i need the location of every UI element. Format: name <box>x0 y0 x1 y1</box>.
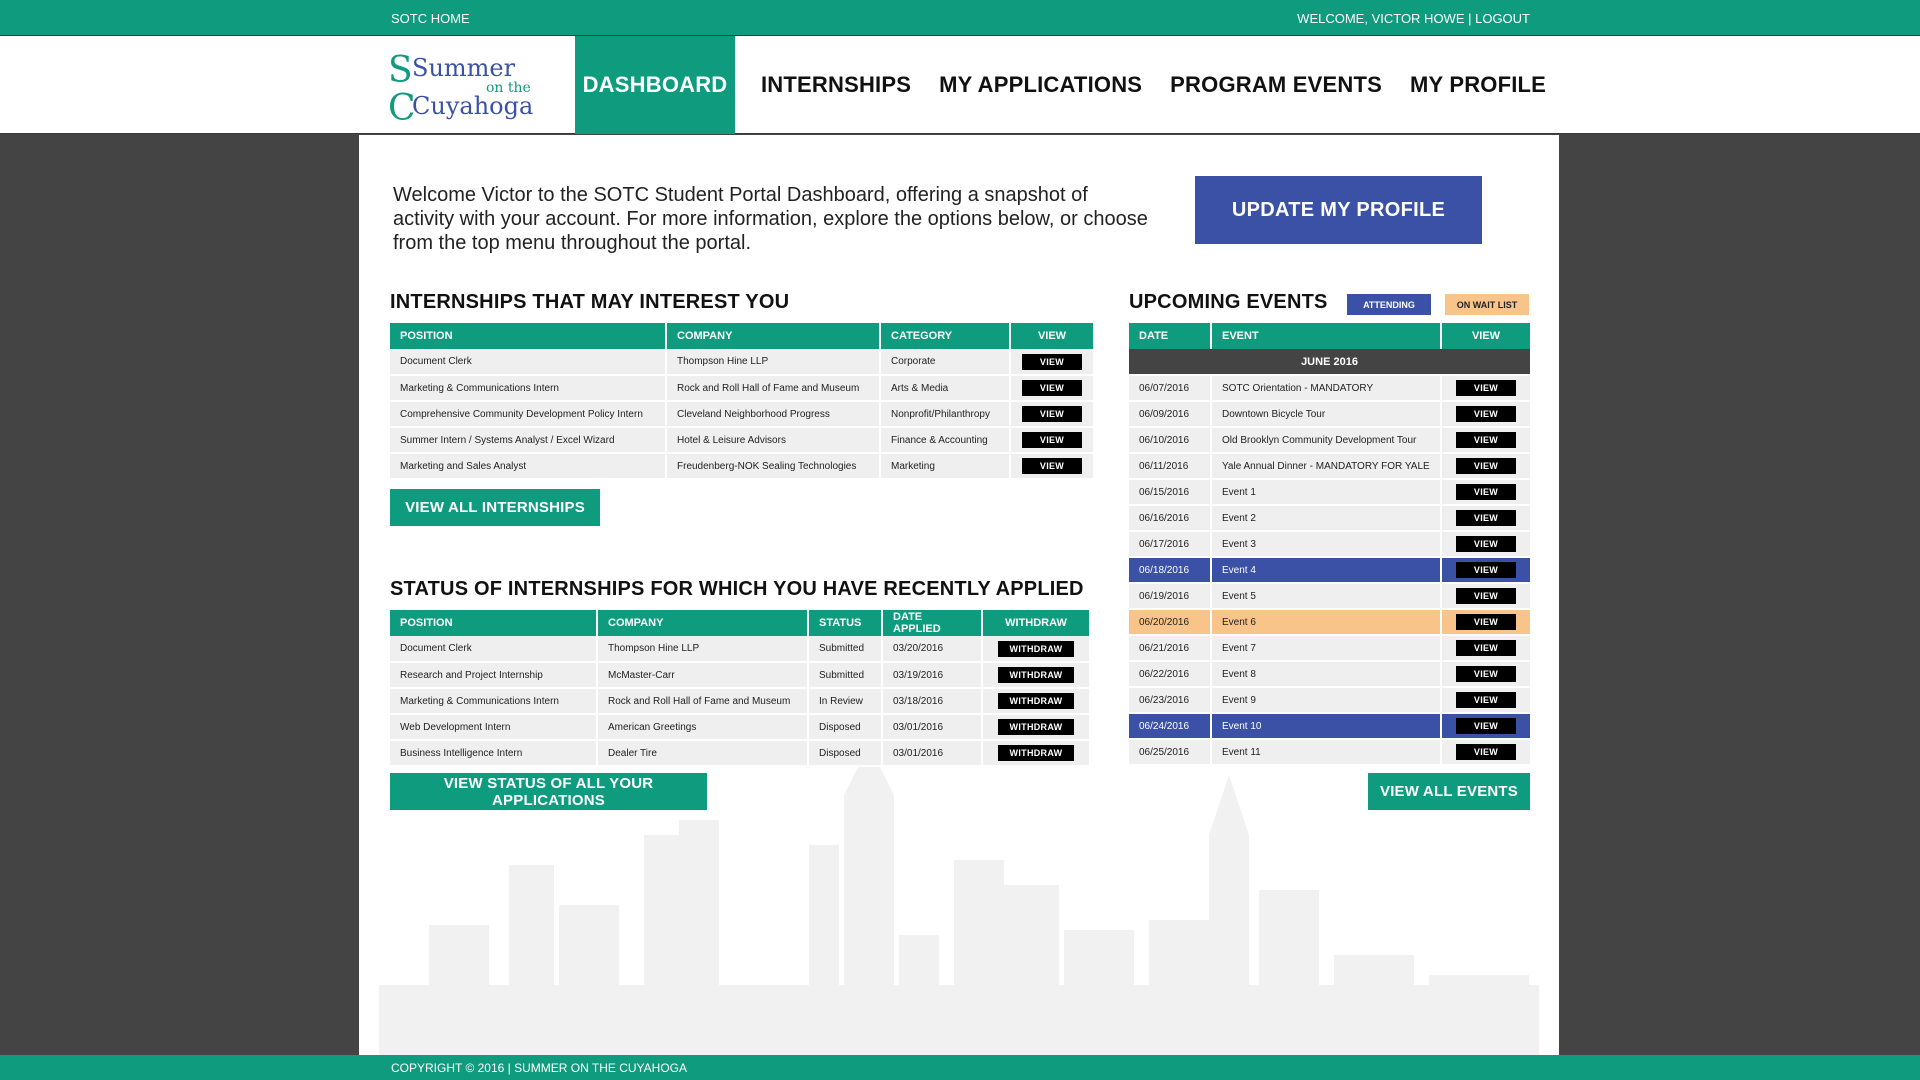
view-button[interactable]: VIEW <box>1456 614 1516 630</box>
col-view: VIEW <box>1010 323 1093 349</box>
internships-section-title: INTERNSHIPS THAT MAY INTEREST YOU <box>390 291 790 313</box>
event-date-cell: 06/15/2016 <box>1129 479 1211 505</box>
status-cell: Disposed <box>808 714 882 740</box>
events-header-row <box>1129 323 1530 349</box>
nav-program-events[interactable]: PROGRAM EVENTS <box>1170 72 1382 97</box>
withdraw-button[interactable]: WITHDRAW <box>998 719 1074 735</box>
col-date: DATE <box>1129 323 1211 349</box>
table-row[interactable] <box>390 427 1093 453</box>
legend-waitlist: ON WAIT LIST <box>1445 294 1529 315</box>
view-button[interactable]: VIEW <box>1456 718 1516 734</box>
events-section-title: UPCOMING EVENTS <box>1129 291 1328 313</box>
company-cell: Thompson Hine LLP <box>597 636 808 662</box>
position-cell: Web Development Intern <box>390 714 597 740</box>
category-cell: Nonprofit/Philanthropy <box>880 401 1010 427</box>
view-button[interactable]: VIEW <box>1456 458 1516 474</box>
event-date-cell: 06/19/2016 <box>1129 583 1211 609</box>
view-all-applications-button[interactable]: VIEW STATUS OF ALL YOUR APPLICATIONS <box>390 773 707 810</box>
event-name-cell: Event 5 <box>1211 583 1441 609</box>
event-name-cell: Event 9 <box>1211 687 1441 713</box>
status-cell: Submitted <box>808 636 882 662</box>
date-applied-cell: 03/19/2016 <box>882 662 982 688</box>
logo-line2: on the <box>486 80 531 96</box>
view-cell <box>1010 375 1093 401</box>
event-date-cell: 06/23/2016 <box>1129 687 1211 713</box>
view-button[interactable]: VIEW <box>1456 432 1516 448</box>
table-row <box>390 636 1089 662</box>
position-cell: Comprehensive Community Development Policy Intern <box>390 401 666 427</box>
view-cell <box>1441 427 1530 453</box>
event-name-cell: Event 4 <box>1211 557 1441 583</box>
update-profile-button[interactable]: UPDATE MY PROFILE <box>1195 176 1482 244</box>
event-date-cell: 06/22/2016 <box>1129 661 1211 687</box>
view-button[interactable]: VIEW <box>1022 406 1082 422</box>
category-cell: Finance & Accounting <box>880 427 1010 453</box>
table-row <box>1129 687 1530 713</box>
withdraw-button[interactable]: WITHDRAW <box>998 667 1074 683</box>
event-date-cell: 06/11/2016 <box>1129 453 1211 479</box>
event-name-cell: Event 3 <box>1211 531 1441 557</box>
welcome-logout-link[interactable]: WELCOME, VICTOR HOWE | LOGOUT <box>1297 11 1530 26</box>
table-row <box>1129 531 1530 557</box>
col-event: EVENT <box>1211 323 1441 349</box>
sotc-logo[interactable] <box>388 46 548 126</box>
view-button[interactable]: VIEW <box>1022 354 1082 370</box>
withdraw-cell <box>982 636 1089 662</box>
logo-line3: Cuyahoga <box>412 92 534 120</box>
category-cell: Corporate <box>880 349 1010 375</box>
withdraw-button[interactable]: WITHDRAW <box>998 693 1074 709</box>
nav-my-applications[interactable]: MY APPLICATIONS <box>939 72 1143 97</box>
top-utility-bar <box>0 0 1920 35</box>
events-table <box>1129 323 1530 766</box>
col-company: COMPANY <box>666 323 880 349</box>
col-date-applied: DATE APPLIED <box>882 610 982 636</box>
table-row <box>390 662 1089 688</box>
event-date-cell: 06/24/2016 <box>1129 713 1211 739</box>
table-row <box>390 714 1089 740</box>
company-cell: Cleveland Neighborhood Progress <box>666 401 880 427</box>
withdraw-button[interactable]: WITHDRAW <box>998 745 1074 761</box>
position-cell: Document Clerk <box>390 636 597 662</box>
svg-text:S: S <box>388 50 413 91</box>
event-date-cell: 06/17/2016 <box>1129 531 1211 557</box>
nav-my-profile[interactable]: MY PROFILE <box>1410 72 1547 97</box>
view-cell <box>1441 453 1530 479</box>
event-date-cell: 06/10/2016 <box>1129 427 1211 453</box>
position-cell: Summer Intern / Systems Analyst / Excel Wizard <box>390 427 666 453</box>
table-row <box>1129 505 1530 531</box>
view-button[interactable]: VIEW <box>1456 510 1516 526</box>
table-row <box>1129 427 1530 453</box>
event-name-cell: Event 2 <box>1211 505 1441 531</box>
col-status: STATUS <box>808 610 882 636</box>
event-date-cell: 06/25/2016 <box>1129 739 1211 765</box>
view-cell <box>1441 713 1530 739</box>
view-button[interactable]: VIEW <box>1456 588 1516 604</box>
table-row[interactable] <box>390 401 1093 427</box>
table-row <box>1129 635 1530 661</box>
date-applied-cell: 03/18/2016 <box>882 688 982 714</box>
status-cell: Disposed <box>808 740 882 766</box>
event-date-cell: 06/21/2016 <box>1129 635 1211 661</box>
position-cell: Marketing and Sales Analyst <box>390 453 666 479</box>
company-cell: Dealer Tire <box>597 740 808 766</box>
legend-attending: ATTENDING <box>1347 294 1431 315</box>
table-row <box>1129 583 1530 609</box>
col-company: COMPANY <box>597 610 808 636</box>
view-button[interactable]: VIEW <box>1022 432 1082 448</box>
col-view: VIEW <box>1441 323 1530 349</box>
nav-internships[interactable]: INTERNSHIPS <box>761 72 912 97</box>
table-row <box>1129 401 1530 427</box>
col-position: POSITION <box>390 323 666 349</box>
withdraw-cell <box>982 740 1089 766</box>
position-cell: Marketing & Communications Intern <box>390 688 597 714</box>
view-cell <box>1441 635 1530 661</box>
view-button[interactable]: VIEW <box>1022 458 1082 474</box>
withdraw-cell <box>982 688 1089 714</box>
svg-text:C: C <box>388 88 416 126</box>
welcome-intro-text: Welcome Victor to the SOTC Student Portal Dashboard, offering a snapshot of activity with your account. For more information, explore the options below, or choose from the top menu throughout the portal. <box>393 184 1148 254</box>
copyright-text: COPYRIGHT © 2016 | SUMMER ON THE CUYAHOGA <box>391 1061 688 1075</box>
position-cell: Document Clerk <box>390 349 666 375</box>
withdraw-cell <box>982 714 1089 740</box>
applications-table <box>390 610 1089 767</box>
internships-header-row <box>390 323 1093 349</box>
view-cell <box>1441 505 1530 531</box>
table-row[interactable] <box>390 453 1093 479</box>
event-date-cell: 06/16/2016 <box>1129 505 1211 531</box>
view-cell <box>1010 453 1093 479</box>
view-cell <box>1441 687 1530 713</box>
table-row <box>1129 453 1530 479</box>
view-cell <box>1441 479 1530 505</box>
view-cell <box>1441 583 1530 609</box>
event-date-cell: 06/18/2016 <box>1129 557 1211 583</box>
company-cell: Rock and Roll Hall of Fame and Museum <box>666 375 880 401</box>
table-row <box>1129 739 1530 765</box>
status-cell: In Review <box>808 688 882 714</box>
category-cell: Marketing <box>880 453 1010 479</box>
view-all-internships-button[interactable]: VIEW ALL INTERNSHIPS <box>390 489 600 526</box>
view-cell <box>1010 401 1093 427</box>
sotc-home-link[interactable]: SOTC HOME <box>391 11 470 26</box>
date-applied-cell: 03/01/2016 <box>882 714 982 740</box>
table-row <box>1129 713 1530 739</box>
col-position: POSITION <box>390 610 597 636</box>
month-row <box>1129 349 1530 375</box>
event-name-cell: Downtown Bicycle Tour <box>1211 401 1441 427</box>
col-category: CATEGORY <box>880 323 1010 349</box>
view-button[interactable]: VIEW <box>1456 484 1516 500</box>
company-cell: American Greetings <box>597 714 808 740</box>
view-cell <box>1441 661 1530 687</box>
company-cell: Freudenberg-NOK Sealing Technologies <box>666 453 880 479</box>
position-cell: Business Intelligence Intern <box>390 740 597 766</box>
view-button[interactable]: VIEW <box>1456 666 1516 682</box>
nav-dashboard[interactable]: DASHBOARD <box>575 36 735 134</box>
view-button[interactable]: VIEW <box>1456 640 1516 656</box>
event-name-cell: Event 1 <box>1211 479 1441 505</box>
view-all-events-button[interactable]: VIEW ALL EVENTS <box>1368 773 1530 810</box>
site-footer <box>0 1055 1920 1080</box>
date-applied-cell: 03/20/2016 <box>882 636 982 662</box>
internships-table <box>390 323 1093 480</box>
event-name-cell: Event 6 <box>1211 609 1441 635</box>
month-label: JUNE 2016 <box>1129 349 1530 375</box>
site-header <box>0 35 1920 134</box>
view-button[interactable]: VIEW <box>1456 562 1516 578</box>
event-name-cell: Event 8 <box>1211 661 1441 687</box>
company-cell: Rock and Roll Hall of Fame and Museum <box>597 688 808 714</box>
table-row <box>390 740 1089 766</box>
view-cell <box>1010 349 1093 375</box>
table-row <box>1129 661 1530 687</box>
applications-header-row <box>390 610 1089 636</box>
view-cell <box>1441 739 1530 765</box>
main-nav <box>575 36 1560 134</box>
company-cell: McMaster-Carr <box>597 662 808 688</box>
table-row <box>1129 375 1530 401</box>
event-name-cell: Old Brooklyn Community Development Tour <box>1211 427 1441 453</box>
view-cell <box>1441 375 1530 401</box>
status-cell: Submitted <box>808 662 882 688</box>
table-row <box>1129 609 1530 635</box>
position-cell: Marketing & Communications Intern <box>390 375 666 401</box>
event-name-cell: Yale Annual Dinner - MANDATORY FOR YALE <box>1211 453 1441 479</box>
withdraw-button[interactable]: WITHDRAW <box>998 641 1074 657</box>
view-cell <box>1441 401 1530 427</box>
table-row <box>1129 557 1530 583</box>
col-withdraw: WITHDRAW <box>982 610 1089 636</box>
view-button[interactable]: VIEW <box>1456 744 1516 760</box>
logo-line1: Summer <box>412 54 516 82</box>
view-cell <box>1010 427 1093 453</box>
view-button[interactable]: VIEW <box>1456 692 1516 708</box>
view-cell <box>1441 557 1530 583</box>
table-row[interactable] <box>390 375 1093 401</box>
table-row[interactable] <box>390 349 1093 375</box>
view-button[interactable]: VIEW <box>1456 536 1516 552</box>
event-name-cell: Event 7 <box>1211 635 1441 661</box>
event-date-cell: 06/07/2016 <box>1129 375 1211 401</box>
view-button[interactable]: VIEW <box>1456 380 1516 396</box>
table-row <box>390 688 1089 714</box>
view-cell <box>1441 609 1530 635</box>
applications-section-title: STATUS OF INTERNSHIPS FOR WHICH YOU HAVE RECENTLY APPLIED <box>390 578 1084 600</box>
event-name-cell: Event 10 <box>1211 713 1441 739</box>
event-date-cell: 06/20/2016 <box>1129 609 1211 635</box>
view-cell <box>1441 531 1530 557</box>
date-applied-cell: 03/01/2016 <box>882 740 982 766</box>
position-cell: Research and Project Internship <box>390 662 597 688</box>
company-cell: Hotel & Leisure Advisors <box>666 427 880 453</box>
view-button[interactable]: VIEW <box>1456 406 1516 422</box>
table-row <box>1129 479 1530 505</box>
dashboard-panel <box>359 135 1559 1055</box>
category-cell: Arts & Media <box>880 375 1010 401</box>
withdraw-cell <box>982 662 1089 688</box>
company-cell: Thompson Hine LLP <box>666 349 880 375</box>
view-button[interactable]: VIEW <box>1022 380 1082 396</box>
event-name-cell: SOTC Orientation - MANDATORY <box>1211 375 1441 401</box>
event-date-cell: 06/09/2016 <box>1129 401 1211 427</box>
event-name-cell: Event 11 <box>1211 739 1441 765</box>
